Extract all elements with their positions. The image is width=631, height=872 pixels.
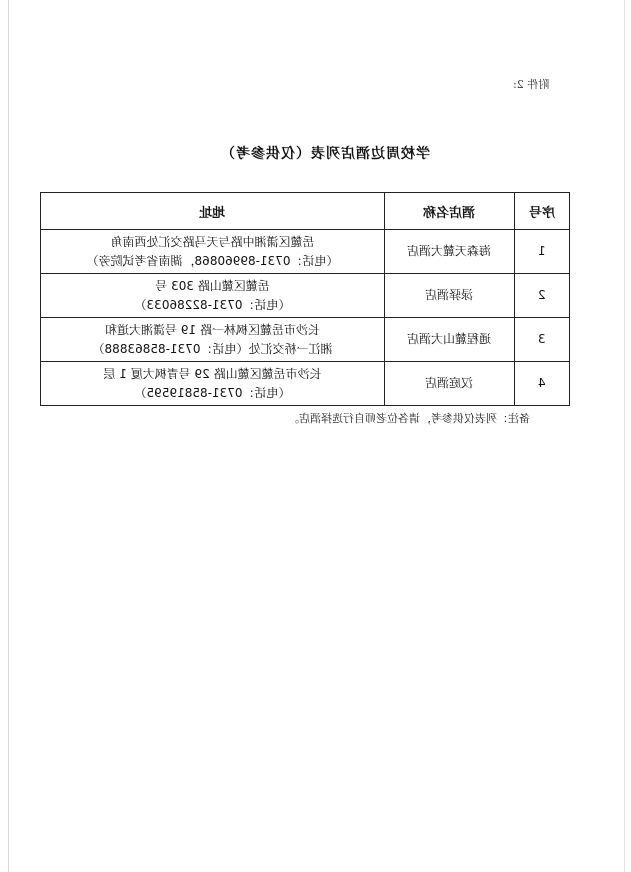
table-row bbox=[41, 274, 570, 318]
hotel-name-cell: 渌驿酒店 bbox=[385, 274, 515, 318]
address-phone: （电话：0731-82286033） bbox=[134, 297, 291, 312]
hotel-table bbox=[40, 192, 570, 406]
address-line: 岳麓区麓山路 303 号 bbox=[155, 278, 270, 293]
attachment-label: 附件 2: bbox=[513, 78, 550, 91]
hotel-name-cell: 通程麓山大酒店 bbox=[385, 318, 515, 362]
page-title-text: 学校周边酒店列表（仅供参考） bbox=[219, 146, 430, 162]
table-header-row bbox=[41, 193, 570, 230]
page-edge bbox=[624, 0, 625, 872]
seq-cell: 2 bbox=[515, 274, 570, 318]
footnote-text: 备注：列表仅供参考，请各位老师自行选择酒店。 bbox=[288, 412, 530, 425]
table-row bbox=[41, 318, 570, 362]
address-line: 长沙市岳麓区枫林一路 19 号潇湘大道和 bbox=[105, 322, 320, 337]
header-seq: 序号 bbox=[515, 193, 570, 230]
seq-cell: 3 bbox=[515, 318, 570, 362]
address-phone: （电话：0731-89960868，湖南省考试院旁） bbox=[86, 253, 339, 268]
seq-cell: 4 bbox=[515, 362, 570, 406]
address-cell bbox=[41, 230, 385, 274]
footnote bbox=[288, 410, 530, 426]
header-hotel-name: 酒店名称 bbox=[385, 193, 515, 230]
address-phone: （电话：0731-85819595） bbox=[134, 385, 291, 400]
address-cell bbox=[41, 362, 385, 406]
address-cell bbox=[41, 274, 385, 318]
seq-cell: 1 bbox=[515, 230, 570, 274]
hotel-name-cell: 海森天麓大酒店 bbox=[385, 230, 515, 274]
page-title bbox=[0, 143, 631, 163]
address-line: 长沙市岳麓区麓山路 29 号青枫大厦 1 层 bbox=[103, 366, 322, 381]
header-address: 地址 bbox=[41, 193, 385, 230]
table-row bbox=[41, 230, 570, 274]
address-cell bbox=[41, 318, 385, 362]
table-row bbox=[41, 362, 570, 406]
hotel-name-cell: 汉庭酒店 bbox=[385, 362, 515, 406]
page-edge bbox=[8, 0, 9, 872]
address-phone: 湘江一桥交汇处（电话：0731-85863888） bbox=[92, 341, 333, 356]
address-line: 岳麓区潇湘中路与天马路交汇处西南角 bbox=[110, 234, 315, 249]
